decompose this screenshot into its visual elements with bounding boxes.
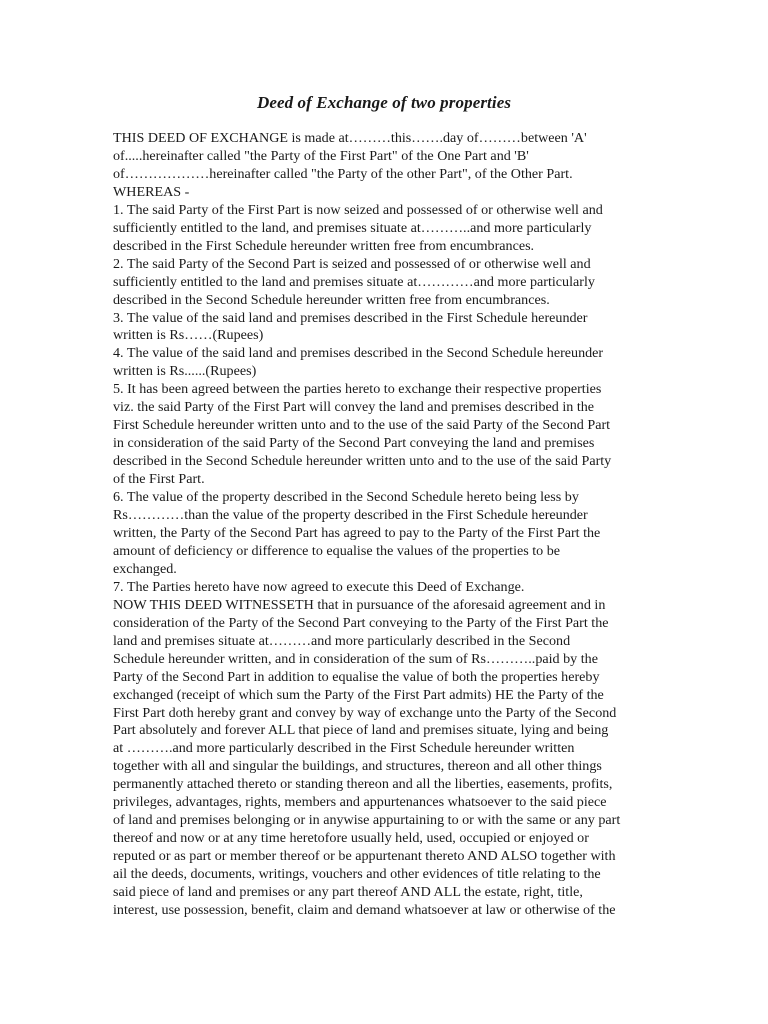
text-line: viz. the said Party of the First Part will convey the land and premises described in the (113, 399, 595, 416)
text-line: together with all and singular the buildings, and structures, thereon and all other things (113, 758, 602, 775)
text-line: consideration of the Party of the Second Part conveying to the Party of the First Part the (113, 614, 609, 631)
text-line: written is Rs……(Rupees) (113, 327, 264, 344)
text-line: written is Rs......(Rupees) (113, 363, 257, 380)
text-line: 7. The Parties hereto have now agreed to execute this Deed of Exchange. (113, 578, 525, 595)
document-body (113, 130, 661, 920)
text-line: written, the Party of the Second Part has agreed to pay to the Party of the First Part the (113, 524, 601, 541)
text-line: privileges, advantages, rights, members and appurtenances whatsoever to the said piece (113, 794, 607, 811)
text-line: at ……….and more particularly described in the First Schedule hereunder written (113, 740, 575, 757)
text-line: 4. The value of the said land and premises described in the Second Schedule hereunder (113, 345, 604, 362)
text-line: said piece of land and premises or any part thereof AND ALL the estate, right, title, (113, 884, 583, 901)
text-line: reputed or as part or member thereof or be appurtenant thereto AND ALSO together with (113, 848, 616, 865)
text-line: First Part doth hereby grant and convey by way of exchange unto the Party of the Second (113, 704, 617, 721)
text-line: Schedule hereunder written, and in consideration of the sum of Rs………..paid by the (113, 650, 598, 667)
text-line: 6. The value of the property described in the Second Schedule hereto being less by (113, 489, 579, 506)
text-line: THIS DEED OF EXCHANGE is made at………this…….day of………between 'A' (113, 130, 587, 146)
text-line: of………………hereinafter called "the Party of the other Part", of the Other Part. (113, 165, 573, 182)
text-line: described in the Second Schedule hereunder written unto and to the use of the said Party (113, 453, 612, 470)
text-line: described in the Second Schedule hereunder written free from encumbrances. (113, 291, 550, 308)
text-line: Rs…………than the value of the property described in the First Schedule hereunder (113, 507, 588, 524)
text-line: Part absolutely and forever ALL that piece of land and premises situate, lying and being (113, 722, 609, 739)
text-line: described in the First Schedule hereunder written free from encumbrances. (113, 237, 535, 254)
text-line: 2. The said Party of the Second Part is seized and possessed of or otherwise well and (113, 255, 591, 272)
text-line: thereof and now or at any time heretofore usually held, used, occupied or enjoyed or (113, 830, 589, 847)
text-line: First Schedule hereunder written unto and to the use of the said Party of the Second Part (113, 417, 611, 434)
text-line: land and premises situate at………and more particularly described in the Second (113, 632, 571, 649)
text-line: of.....hereinafter called "the Party of the First Part" of the One Part and 'B' (113, 147, 529, 164)
text-line: exchanged. (113, 560, 177, 577)
text-line: ail the deeds, documents, writings, vouchers and other evidences of title relating to the (113, 866, 601, 883)
text-line: NOW THIS DEED WITNESSETH that in pursuance of the aforesaid agreement and in (113, 596, 606, 613)
document-title: Deed of Exchange of two properties (256, 93, 512, 112)
text-line: 3. The value of the said land and premises described in the First Schedule hereunder (113, 309, 588, 326)
text-line: interest, use possession, benefit, claim and demand whatsoever at law or otherwise of the (113, 901, 616, 918)
text-line: in consideration of the said Party of the Second Part conveying the land and premises (113, 435, 595, 452)
text-line: exchanged (receipt of which sum the Party of the First Part admits) HE the Party of the (113, 686, 604, 703)
text-line: amount of deficiency or difference to equalise the values of the properties to be (113, 542, 561, 559)
text-line: of land and premises belonging or in anywise appurtaining to or with the same or any part (113, 812, 621, 829)
text-line: Party of the Second Part in addition to equalise the value of both the properties hereby (113, 668, 600, 685)
text-line: sufficiently entitled to the land and premises situate at…………and more particularly (113, 273, 595, 290)
text-line: 1. The said Party of the First Part is now seized and possessed of or otherwise well and (113, 201, 603, 218)
text-line: 5. It has been agreed between the parties hereto to exchange their respective properties (113, 381, 602, 398)
text-line: of the First Part. (113, 471, 205, 488)
text-line: WHEREAS - (113, 183, 190, 200)
text-line: sufficiently entitled to the land, and premises situate at………..and more particularly (113, 219, 592, 236)
text-line: permanently attached thereto or standing thereon and all the liberties, easements, profits, (113, 776, 613, 793)
